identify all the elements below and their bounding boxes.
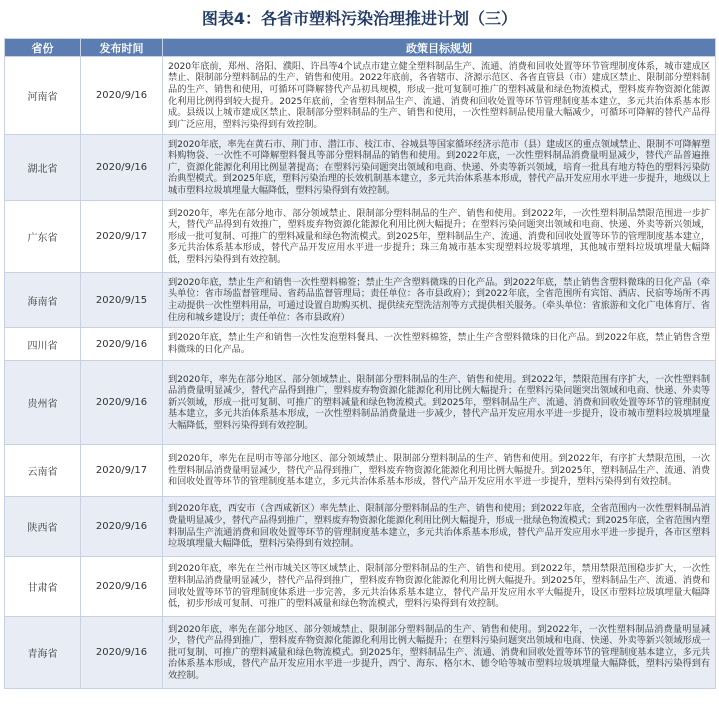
policy-cell: 到2020年，率先在昆明市等部分地区、部分领域禁止、限制部分塑料制品的生产、销售和使用。到2022年，有序扩大禁限范围，一次性塑料制品消费量明显减少，替代产品得到推广，塑料废弃物资源化能源化利用比例大幅提升。到2025年，塑料制品生产、流通、消费和回收处置等环节的管理制度基本建立，多元共治体系基本形成，替代产品开发应用水平进一步提升，塑料污染得到有效控制。 — [163, 445, 716, 497]
province-cell: 海南省 — [5, 273, 81, 328]
province-cell: 云南省 — [5, 445, 81, 497]
province-cell: 河南省 — [5, 57, 81, 135]
policy-cell: 到2020年底，西安市（含西咸新区）率先禁止、限制部分塑料制品的生产、销售和使用；到2022年底，全省范围内一次性塑料制品消费量明显减少，替代产品得到推广，塑料废弃物资源化能源化利用比例大幅提升，形成一批绿色物流模式；到2025年底，全省范围内塑料制品生产流通消费和回收处置等环节的管理制度基本建立，多元共治体系基本形成，替代产品开发应用水平进一步提升，各市区塑料垃圾填埋量大幅降低，塑料污染得到有效控制。 — [163, 497, 716, 557]
province-cell: 青海省 — [5, 617, 81, 689]
date-cell: 2020/9/16 — [81, 361, 163, 445]
policy-table — [4, 38, 716, 689]
table-row — [5, 361, 716, 445]
table-header-row — [5, 39, 716, 57]
policy-cell: 到2020年，率先在部分地市、部分领域禁止、限制部分塑料制品的生产、销售和使用。到2022年，一次性塑料制品禁限范围进一步扩大，替代产品得到有效推广，塑料废弃物资源化能源化利用比例大幅提升；在塑料污染问题突出领域和电商、快递、外卖等新兴领域，形成一批可复制、可推广的塑料减量和绿色物流模式。到2025年，塑料制品生产、流通、消费和回收处置等环节的管理制度基本建立，多元共治体系基本形成，替代产品开发应用水平进一步提升；珠三角城市基本实现塑料垃圾零填埋，其他城市塑料垃圾填埋量大幅降低，塑料污染得到有效控制。 — [163, 201, 716, 273]
page-title: 图表4：各省市塑料污染治理推进计划（三） — [201, 9, 518, 28]
policy-cell: 到2020年底，禁止生产和销售一次性发泡塑料餐具、一次性塑料棉签，禁止生产含塑料微珠的日化产品。到2022年底，禁止销售含塑料微珠的日化产品。 — [163, 328, 716, 361]
province-cell: 贵州省 — [5, 361, 81, 445]
date-cell: 2020/9/15 — [81, 273, 163, 328]
table-row — [5, 328, 716, 361]
table-row — [5, 273, 716, 328]
header-policy: 政策目标规划 — [163, 39, 716, 57]
date-cell: 2020/9/17 — [81, 445, 163, 497]
date-cell: 2020/9/17 — [81, 201, 163, 273]
province-cell: 甘肃省 — [5, 557, 81, 617]
date-cell: 2020/9/16 — [81, 135, 163, 201]
date-cell: 2020/9/16 — [81, 497, 163, 557]
date-cell: 2020/9/16 — [81, 617, 163, 689]
policy-cell: 到2020年底，率先在黄石市、荆门市、潜江市、枝江市、谷城县等国家循环经济示范市（县）建成区的重点领域禁止、限制不可降解塑料购物袋、一次性不可降解塑料餐具等部分塑料制品的销售和使用。到2022年底，一次性塑料制品消费量明显减少，替代产品普遍推广，资源化能源化利用比例显著提高；在塑料污染问题突出领域和电商、快递、外卖等新兴领域，培育一批具有地方特色的塑料污染防治典型模式。到2025年底，塑料污染治理的长效机制基本建立，多元共治体系基本形成，替代产品开发应用水平进一步提升，地级以上城市塑料垃圾填埋量大幅降低，塑料污染得到有效控制。 — [163, 135, 716, 201]
policy-cell: 到2020年，率先在部分地区、部分领域禁止、限制部分塑料制品的生产、销售和使用。到2022年，禁限范围有序扩大，一次性塑料制品消费量明显减少，替代产品得到推广，塑料废弃物资源化能源化利用比例大幅提升；在塑料污染问题突出领域和电商、快递、外卖等新兴领域，形成一批可复制、可推广的塑料减量和绿色物流模式。到2025年，塑料制品生产、流通、消费和回收处置等环节的管理制度基本建立，多元共治体系基本形成，一次性塑料制品消费量进一步减少，替代产品开发应用水平进一步提升，设市城市塑料垃圾填埋量大幅降低，塑料污染得到有效控制。 — [163, 361, 716, 445]
table-row — [5, 445, 716, 497]
policy-cell: 到2020年底，率先在部分地区、部分领域禁止、限制部分塑料制品的生产、销售和使用。到2022年，一次性塑料制品消费量明显减少，替代产品得到推广，塑料废弃物资源化能源化利用比例大幅提升；在塑料污染问题突出领域和电商、快递、外卖等新兴领域形成一批可复制、可推广的塑料减量和绿色物流模式。到2025年，塑料制品生产、流通、消费和回收处置等环节的管理制度基本建立，多元共治体系基本形成，替代产品开发应用水平进一步提升，西宁、海东、格尔木、德令哈等城市塑料垃圾填埋量大幅降低，塑料污染得到有效控制。 — [163, 617, 716, 689]
date-cell: 2020/9/16 — [81, 328, 163, 361]
table-row — [5, 135, 716, 201]
province-cell: 陕西省 — [5, 497, 81, 557]
date-cell: 2020/9/16 — [81, 57, 163, 135]
province-cell: 四川省 — [5, 328, 81, 361]
table-row — [5, 557, 716, 617]
province-cell: 湖北省 — [5, 135, 81, 201]
table-row — [5, 617, 716, 689]
header-province: 省份 — [5, 39, 81, 57]
table-row — [5, 497, 716, 557]
table-row — [5, 201, 716, 273]
table-row — [5, 57, 716, 135]
province-cell: 广东省 — [5, 201, 81, 273]
policy-cell: 到2020年底，率先在兰州市城关区等区域禁止、限制部分塑料制品的生产、销售和使用。到2022年，禁用禁限范围稳步扩大，一次性塑料制品消费量明显减少，替代产品得到推广，塑料废弃物资源化能源化利用比例大幅提升。到2025年，塑料制品生产、流通、消费和回收处置等环节的管理制度体系进一步完善，多元共治体系基本建立，替代产品开发应用水平大幅提升，设区市塑料垃圾填埋量大幅降低，初步形成可复制、可推广的塑料减量和绿色物流模式，塑料污染得到有效控制。 — [163, 557, 716, 617]
policy-cell: 2020年底前，郑州、洛阳、濮阳、许昌等4个试点市建立健全塑料制品生产、流通、消费和回收处置等环节管理制度体系，城市建成区禁止、限制部分塑料制品的生产、销售和使用。2022年底前，各省辖市、济源示范区、各省直管县（市）建成区禁止、限制部分塑料制品的生产、销售和使用，可循环可降解替代产品初具规模，形成一批可复制可推广的塑料减量和绿色物流模式，塑料废弃物资源化能源化利用比例得到较大提升。2025年底前，全省塑料制品生产、流通、消费和回收处置等环节管理制度基本建立，多元共治体系基本形成。县级以上城市建成区禁止、限制部分塑料制品的生产、销售和使用，一次性塑料制品使用量大幅减少，可循环可降解的替代产品得到广泛应用，塑料污染得到有效控制。 — [163, 57, 716, 135]
policy-cell: 到2020年底，禁止生产和销售一次性塑料棉签；禁止生产含塑料微珠的日化产品。到2022年底，禁止销售含塑料微珠的日化产品（牵头单位：省市场监督管理局、省药品监督管理局；责任单位：各市县政府）；到2022年底，全省范围所有宾馆、酒店、民宿等场所不再主动提供一次性塑料用品，可通过设置自助购买机、提供续充型洗洁剂等方式提供相关服务。（牵头单位：省旅游和文化广电体育厅、省住房和城乡建设厅；责任单位：各市县政府） — [163, 273, 716, 328]
header-date: 发布时间 — [81, 39, 163, 57]
date-cell: 2020/9/16 — [81, 557, 163, 617]
